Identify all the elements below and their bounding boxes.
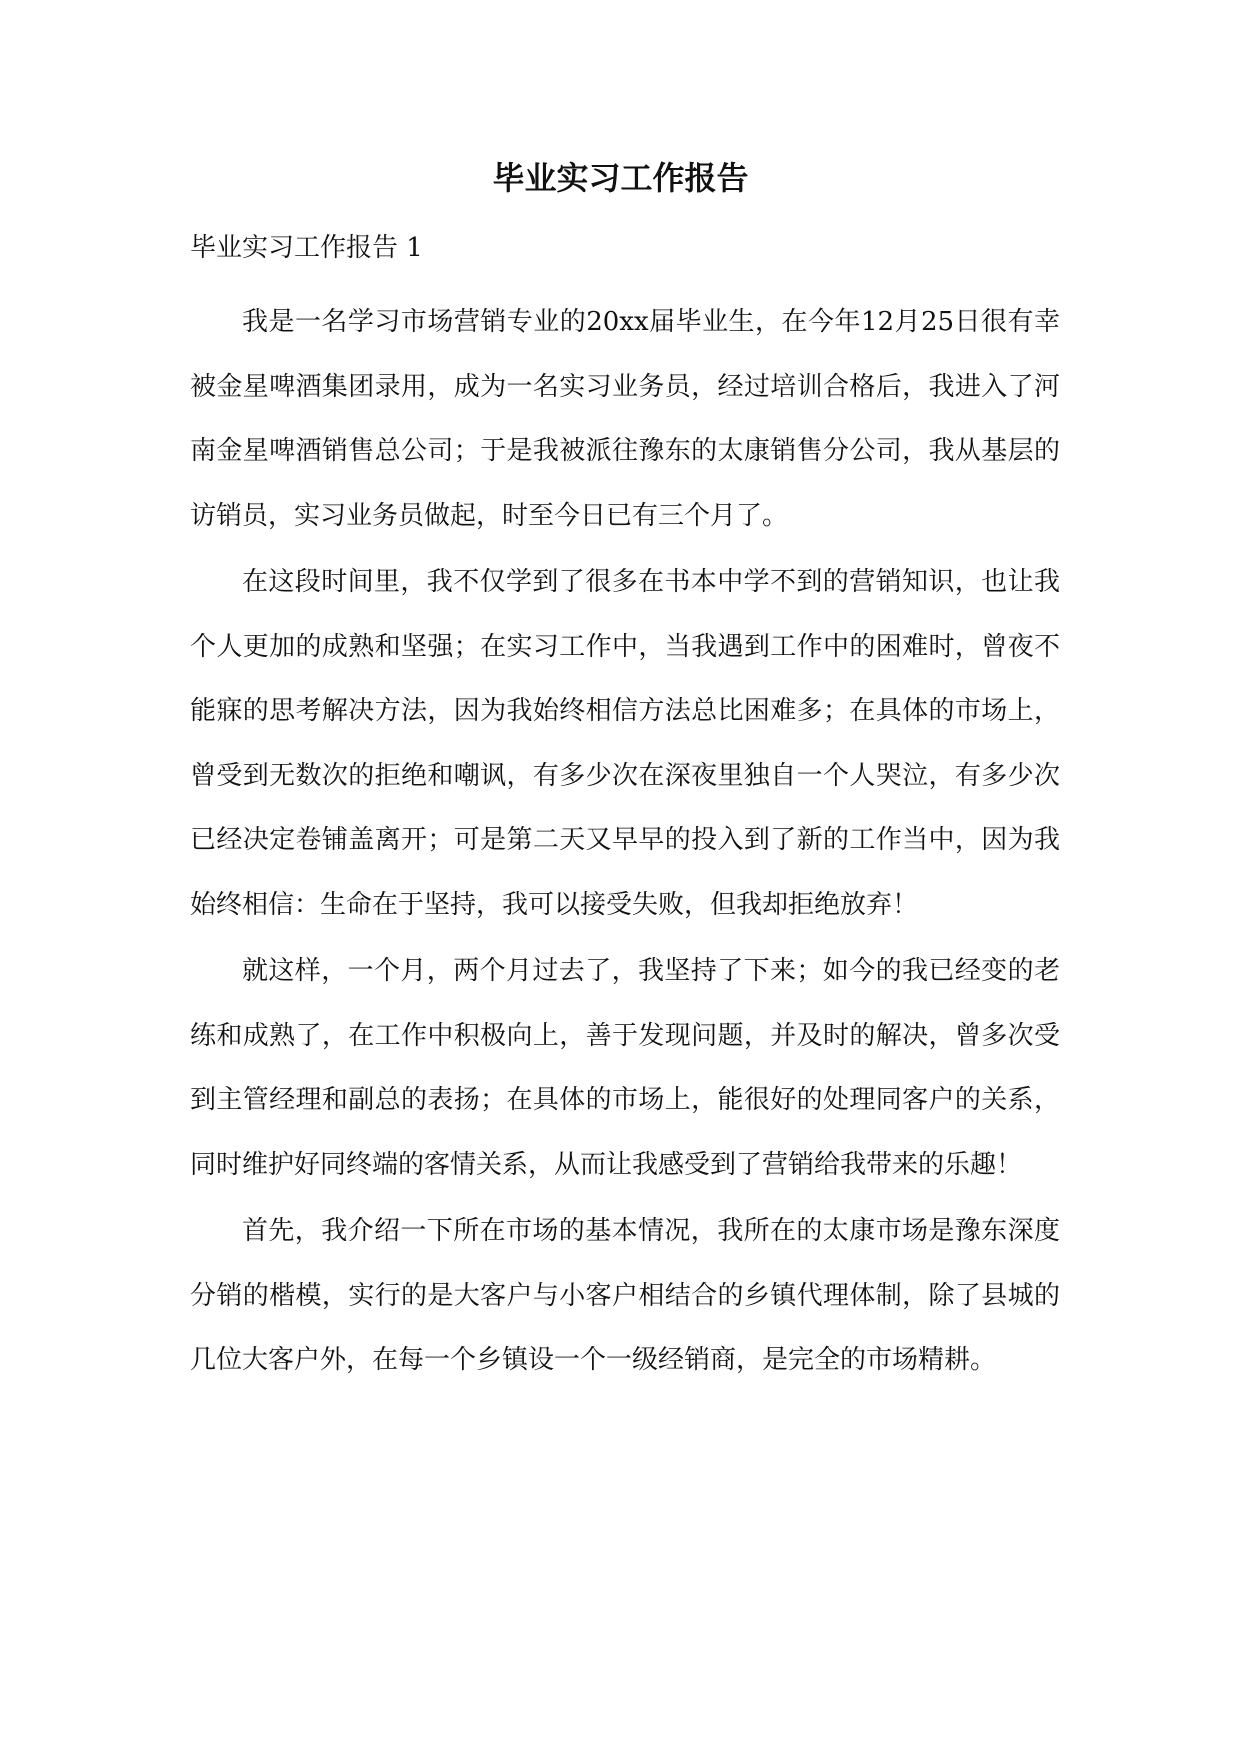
paragraph-1: 我是一名学习市场营销专业的20xx届毕业生，在今年12月25日很有幸被金星啤酒集团录用，成为一名实习业务员，经过培训合格后，我进入了河南金星啤酒销售总公司；于是我被派往豫东的太康销售分公司，我从基层的访销员，实习业务员做起，时至今日已有三个月了。: [190, 307, 1060, 531]
paragraph-2: 在这段时间里，我不仅学到了很多在书本中学不到的营销知识，也让我个人更加的成熟和坚强；在实习工作中，当我遇到工作中的困难时，曾夜不能寐的思考解决方法，因为我始终相信方法总比困难多；在具体的市场上，曾受到无数次的拒绝和嘲讽，有多少次在深夜里独自一个人哭泣，有多少次已经决定卷铺盖离开；可是第二天又早早的投入到了新的工作当中，因为我始终相信：生命在于坚持，我可以接受失败，但我却拒绝放弃！: [190, 567, 1060, 920]
document-title: 毕业实习工作报告: [492, 159, 749, 197]
paragraph-3: 就这样，一个月，两个月过去了，我坚持了下来；如今的我已经变的老练和成熟了，在工作中积极向上，善于发现问题，并及时的解决，曾多次受到主管经理和副总的表扬；在具体的市场上，能很好的处理同客户的关系，同时维护好同终端的客情关系，从而让我感受到了营销给我带来的乐趣！: [190, 956, 1060, 1180]
section-heading: 毕业实习工作报告 1: [190, 233, 423, 263]
paragraph-4: 首先，我介绍一下所在市场的基本情况，我所在的太康市场是豫东深度分销的楷模，实行的是大客户与小客户相结合的乡镇代理体制，除了县城的几位大客户外，在每一个乡镇设一个一级经销商，是完全的市场精耕。: [190, 1216, 1060, 1375]
document-body: [190, 290, 1060, 1395]
